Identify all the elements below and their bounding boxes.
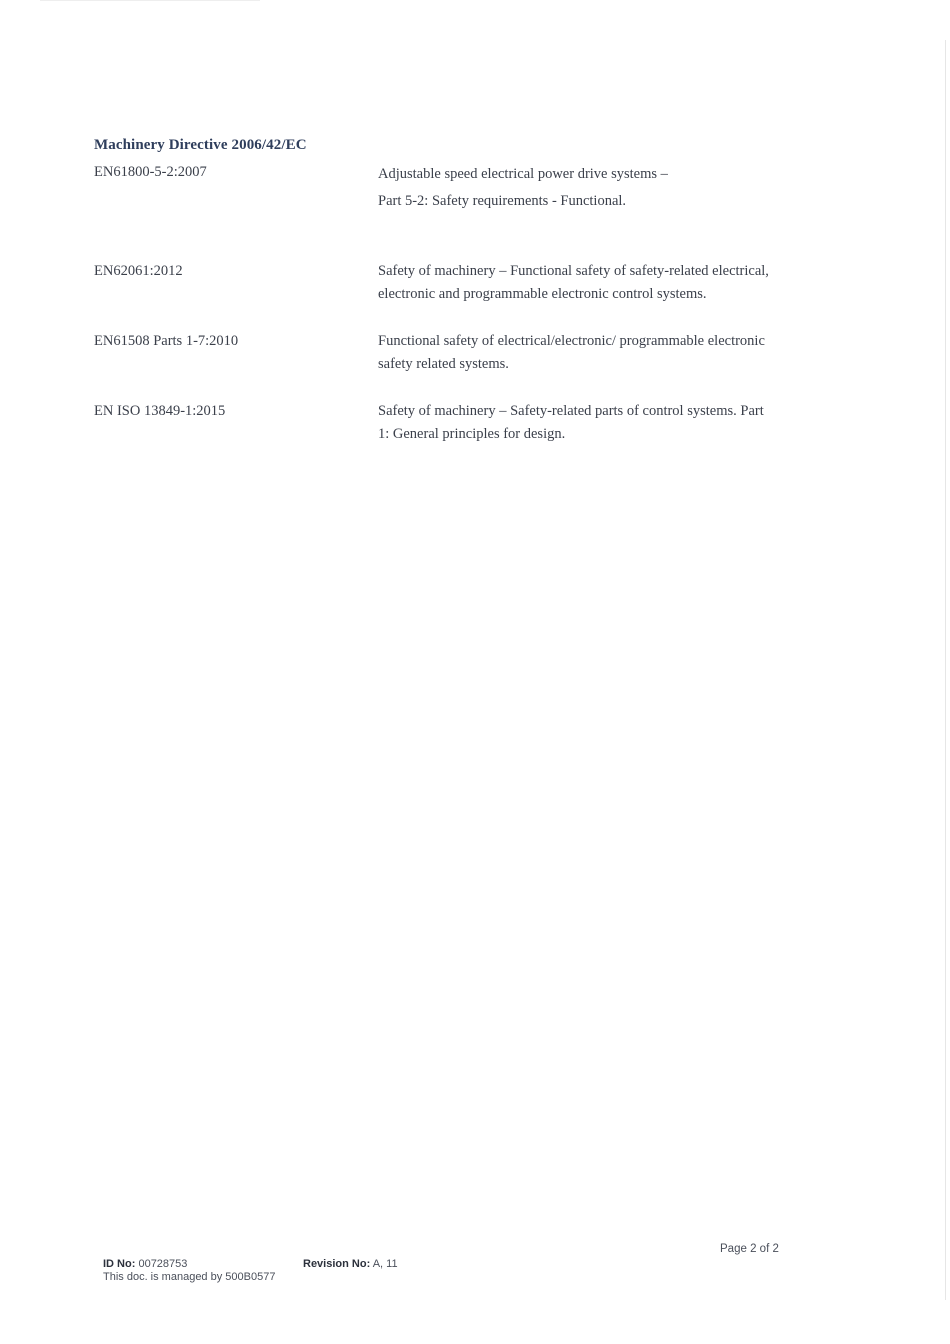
standard-description: [378, 260, 818, 306]
revision-block: [303, 1258, 398, 1271]
managed-by-note: This doc. is managed by 500B0577: [103, 1271, 276, 1283]
id-label: ID No:: [103, 1258, 136, 1270]
description-line: Functional safety of electrical/electronic/ programmable electronic: [378, 333, 765, 349]
page-current: 2: [750, 1243, 757, 1255]
section-title: Machinery Directive 2006/42/EC: [94, 137, 307, 153]
description-line: safety related systems.: [378, 356, 509, 372]
page-total: 2: [772, 1243, 779, 1255]
document-id-block: [103, 1258, 275, 1284]
description-line: electronic and programmable electronic control systems.: [378, 286, 707, 302]
page-edge-line: [945, 40, 946, 1300]
standard-code: EN62061:2012: [94, 263, 183, 279]
page-label: Page: [720, 1243, 747, 1255]
description-line: Safety of machinery – Functional safety of safety-related electrical,: [378, 263, 769, 279]
standard-description: [378, 330, 818, 376]
standard-code: EN61800-5-2:2007: [94, 164, 207, 180]
standard-description: [378, 400, 818, 446]
id-value: 00728753: [138, 1258, 188, 1270]
description-line: Adjustable speed electrical power drive systems –: [378, 166, 668, 182]
scan-artifact: [40, 0, 260, 1]
revision-value: A, 11: [372, 1258, 398, 1270]
page-of: of: [759, 1243, 770, 1255]
description-line: 1: General principles for design.: [378, 426, 566, 442]
standard-code: EN ISO 13849-1:2015: [94, 403, 226, 419]
revision-label: Revision No:: [303, 1258, 371, 1270]
description-line: Part 5-2: Safety requirements - Functional.: [378, 193, 627, 209]
document-id: [103, 1258, 275, 1271]
standard-description: [378, 161, 818, 215]
description-line: Safety of machinery – Safety-related parts of control systems. Part: [378, 403, 764, 419]
page-number: [720, 1243, 779, 1255]
standard-code: EN61508 Parts 1-7:2010: [94, 333, 239, 349]
